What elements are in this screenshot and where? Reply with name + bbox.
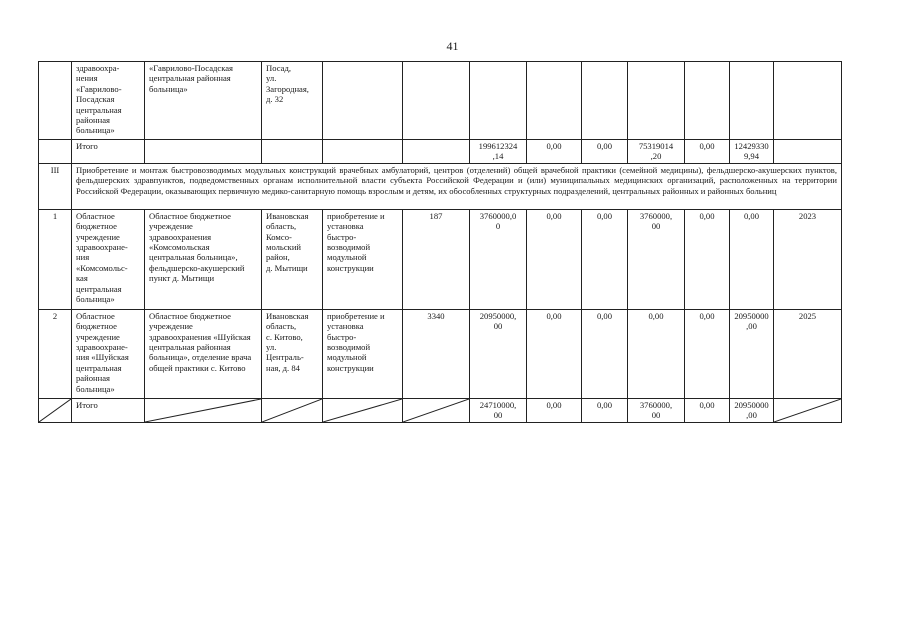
row-number: 1 [39,209,72,309]
total-c1: 0,00 [527,398,582,422]
cell-c5 [730,62,774,140]
cell-address: Ивановская область, с. Китово, ул. Централь- ная, д. 84 [262,309,323,398]
total-c1: 0,00 [527,140,582,164]
cell-sum: 20950000, 00 [470,309,527,398]
cell-num [39,62,72,140]
total-c2: 0,00 [582,140,628,164]
cell-address: Ивановская область, Комсо- мольский район, д. Мытищи [262,209,323,309]
cell-qty: 3340 [403,309,470,398]
total-label: Итого [72,140,145,164]
cell-c1: 0,00 [527,309,582,398]
cell-year: 2025 [774,309,842,398]
section-number: III [39,163,72,209]
cell-c3: 0,00 [628,309,685,398]
table-row [39,209,842,309]
cell-c3: 3760000, 00 [628,209,685,309]
cell-facility: Областное бюджетное учреждение здравоохранения «Шуйская центральная районная больница», отделение врача общей практики с. Китово [145,309,262,398]
cell-sum [470,62,527,140]
cell-address: Посад, ул. Загородная, д. 32 [262,62,323,140]
diagonal-line [774,399,841,422]
table-row-total-2 [39,398,842,422]
diagonal-cell [323,398,403,422]
diagonal-line [403,399,469,422]
total-c4: 0,00 [685,398,730,422]
cell-qty [403,62,470,140]
diagonal-cell [262,398,323,422]
cell-c2: 0,00 [582,309,628,398]
cell-customer: Областное бюджетное учреждение здравоохране- ния «Шуйская центральная районная больница» [72,309,145,398]
table-row-section-header [39,163,842,209]
cell-facility: «Гаврилово-Посадская центральная районная больница» [145,62,262,140]
cell-year [774,62,842,140]
total-c3: 3760000, 00 [628,398,685,422]
cell-work [323,62,403,140]
total-c3: 75319014 ,20 [628,140,685,164]
cell-c5: 0,00 [730,209,774,309]
diagonal-cell [403,398,470,422]
cell-work: приобретение и установка быстро- возводимой модульной конструкции [323,209,403,309]
section-title: Приобретение и монтаж быстровозводимых модульных конструкций врачебных амбулаторий, центров (отделений) общей врачебной практики (семейной медицины), фельдшерско-акушерских пунктов, фельдшерских здравпунктов, подведомственных органам исполнительной власти субъекта Российской Федерации и (или) муниципальных медицинских организаций, расположенных на территории Российской Федерации, оказывающих первичную медико-санитарную помощь взрослым и детям, их обособленных структурных подразделений, центральных районных и районных больниц [72,163,842,209]
diagonal-line [323,399,402,422]
facilities-table [38,61,842,423]
table-row-continuation [39,62,842,140]
cell-address [262,140,323,164]
total-c5: 12429330 9,94 [730,140,774,164]
diagonal-line [262,399,322,422]
diagonal-line [145,399,261,422]
diagonal-cell [145,398,262,422]
cell-year [774,140,842,164]
total-sum: 24710000, 00 [470,398,527,422]
page-number: 41 [446,39,459,53]
row-number: 2 [39,309,72,398]
cell-c4: 0,00 [685,309,730,398]
cell-work: приобретение и установка быстро- возводимой модульной конструкции [323,309,403,398]
cell-facility: Областное бюджетное учреждение здравоохранения «Комсомольская центральная больница», фельдшерско-акушерский пункт д. Мытищи [145,209,262,309]
total-c5: 20950000 ,00 [730,398,774,422]
cell-c2 [582,62,628,140]
diagonal-cell [39,398,72,422]
cell-c4 [685,62,730,140]
cell-c2: 0,00 [582,209,628,309]
total-c2: 0,00 [582,398,628,422]
cell-customer: Областное бюджетное учреждение здравоохране- ния «Комсомольс- кая центральная больница» [72,209,145,309]
cell-num [39,140,72,164]
total-sum: 199612324 ,14 [470,140,527,164]
cell-customer: здравоохра- нения «Гаврилово- Посадская центральная районная больница» [72,62,145,140]
cell-year: 2023 [774,209,842,309]
diagonal-cell [774,398,842,422]
cell-c4: 0,00 [685,209,730,309]
cell-c3 [628,62,685,140]
table-row-total-1 [39,140,842,164]
cell-work [323,140,403,164]
cell-c1: 0,00 [527,209,582,309]
cell-qty: 187 [403,209,470,309]
cell-sum: 3760000,0 0 [470,209,527,309]
total-c4: 0,00 [685,140,730,164]
cell-facility [145,140,262,164]
table-row [39,309,842,398]
cell-c1 [527,62,582,140]
diagonal-line [39,399,71,422]
cell-c5: 20950000 ,00 [730,309,774,398]
cell-qty [403,140,470,164]
total-label: Итого [72,398,145,422]
